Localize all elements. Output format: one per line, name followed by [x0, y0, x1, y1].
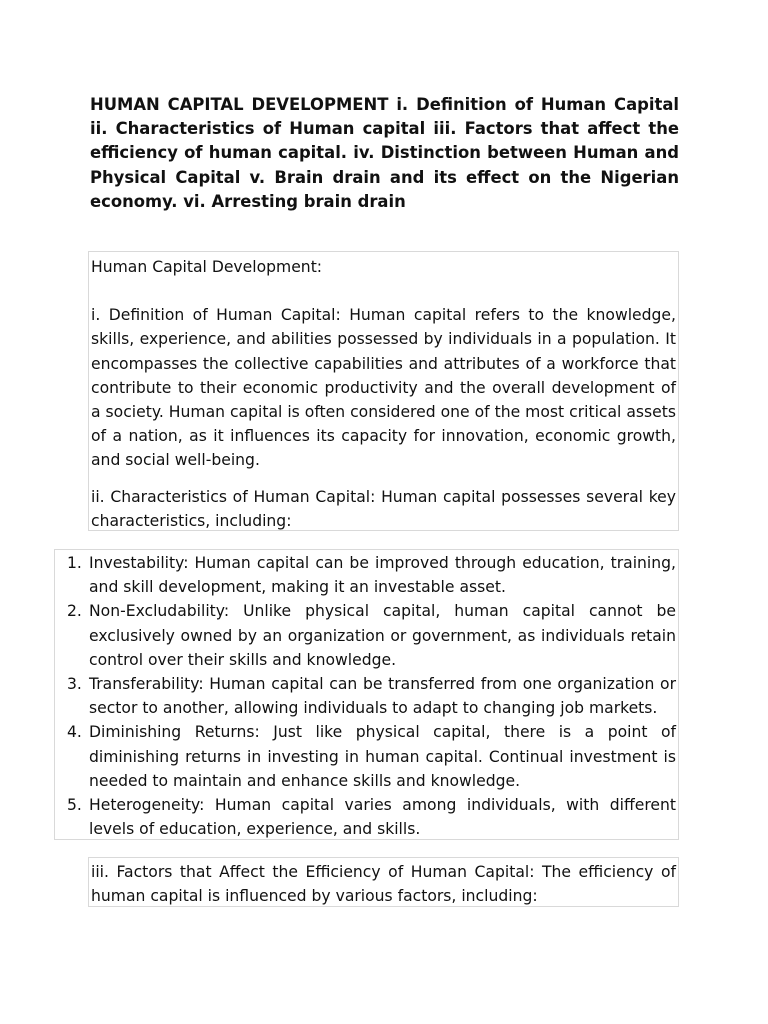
intro-text-block	[88, 251, 679, 531]
list-item-number: 4.	[67, 723, 82, 742]
list-item-text: Non-Excludability: Unlike physical capital, human capital cannot be exclusively owned by an organization or government, as individuals retain control over their skills and knowledge.	[89, 602, 676, 669]
list-item-number: 5.	[67, 796, 82, 815]
list-item-number: 1.	[67, 554, 82, 572]
list-item	[55, 720, 678, 793]
list-item	[55, 551, 678, 599]
document-heading: HUMAN CAPITAL DEVELOPMENT i. Definition of Human Capital ii. Characteristics of Human capital iii. Factors that affect the efficiency of human capital. iv. Distinction between Human and Physical Capital v. Brain drain and its effect on the Nigerian economy. vi. Arresting brain drain	[90, 95, 679, 211]
list-item-text: Heterogeneity: Human capital varies among individuals, with different levels of education, experience, and skills.	[89, 796, 676, 839]
definition-paragraph: i. Definition of Human Capital: Human capital refers to the knowledge, skills, experience, and abilities possessed by individuals in a population. It encompasses the collective capabilities and attributes of a workforce that contribute to their economic productivity and the overall development of a society. Human capital is often considered one of the most critical assets of a nation, as it influences its capacity for innovation, economic growth, and social well-being.	[91, 306, 676, 470]
characteristics-list-block	[54, 549, 679, 840]
characteristics-list	[55, 551, 678, 841]
list-item-text: Investability: Human capital can be improved through education, training, and skill development, making it an investable asset.	[89, 554, 676, 597]
section-title: Human Capital Development:	[91, 258, 323, 276]
list-item-text: Transferability: Human capital can be transferred from one organization or sector to another, allowing individuals to adapt to changing job markets.	[89, 675, 676, 718]
factors-intro-paragraph: iii. Factors that Affect the Efficiency of Human Capital: The efficiency of human capital is influenced by various factors, including:	[91, 863, 676, 906]
factors-text-block	[88, 857, 679, 907]
list-item	[55, 599, 678, 672]
list-item	[55, 672, 678, 720]
list-item-number: 2.	[67, 602, 82, 621]
list-item	[55, 793, 678, 841]
list-item-number: 3.	[67, 675, 82, 694]
list-item-text: Diminishing Returns: Just like physical capital, there is a point of diminishing returns in investing in human capital. Continual investment is needed to maintain and enhance skills and knowledge.	[89, 723, 676, 790]
characteristics-intro-paragraph: ii. Characteristics of Human Capital: Human capital possesses several key characteristics, including:	[91, 487, 676, 530]
